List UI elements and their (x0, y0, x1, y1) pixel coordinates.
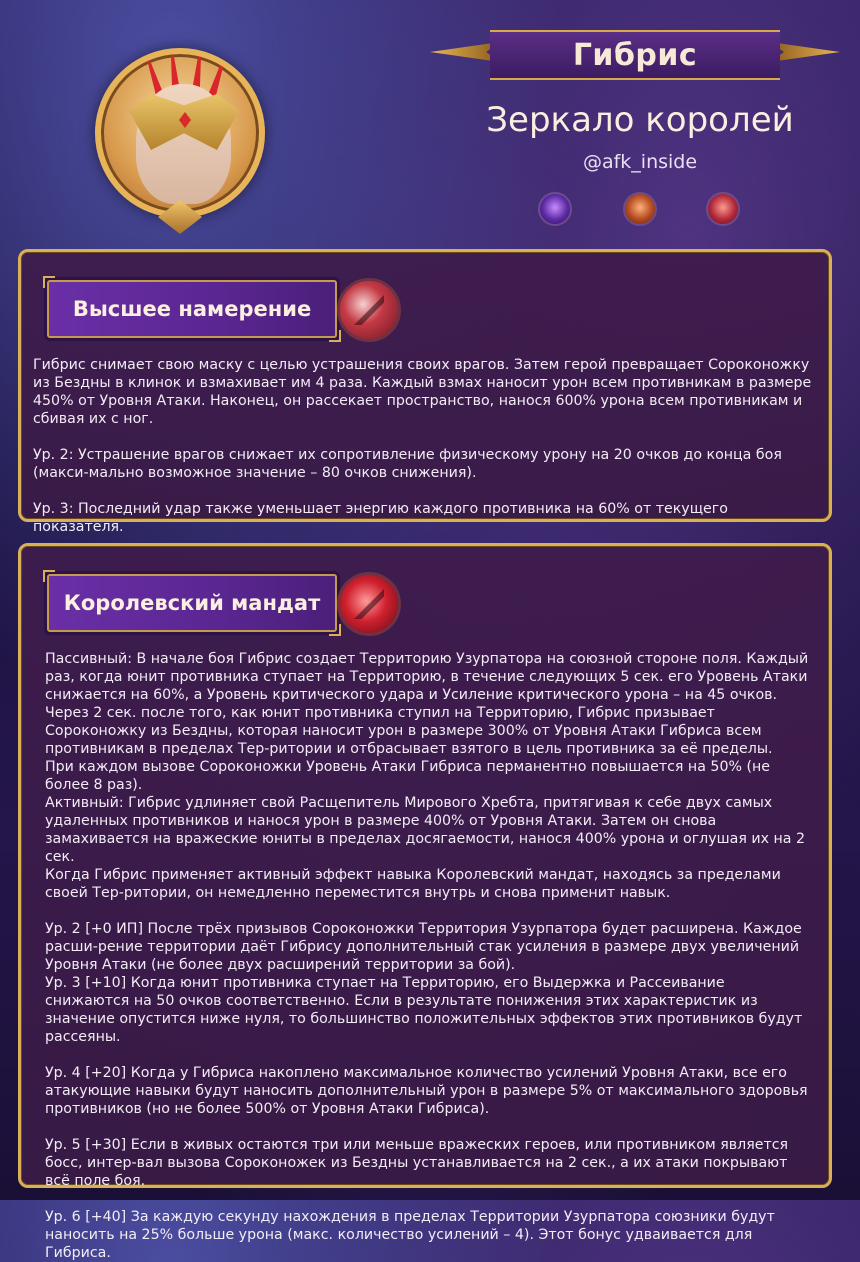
skill-paragraph: Ур. 3: Последний удар также уменьшает энергию каждого противника на 60% от текущего показателя. (33, 501, 728, 535)
class-icon (623, 192, 657, 226)
skill-paragraph: Через 2 сек. после того, как юнит противника ступил на Территорию, Гибрис призывает Сороконожку из Бездны, которая наносит урон в размере 300% от Уровня Атаки Гибриса всем противникам в пределах Тер-ритории и отбрасывает взятого в цель противника за её пределы. (45, 705, 773, 757)
hero-tags (538, 192, 738, 228)
skill-paragraph: Ур. 2 [+0 ИП] После трёх призывов Сороконожки Территория Узурпатора будет расширена. Каждое расши-рение территории даёт Гибрису дополнительный стак усиления в размере двух увеличений Уровня Атаки (не более двух расширений территории за бой). (45, 921, 802, 973)
skill-paragraph: Пассивный: В начале боя Гибрис создает Территорию Узурпатора на союзной стороне поля. Каждый раз, когда юнит противника ступает на Территорию, в течение следующих 5 сек. его Уровень Атаки снижается на 60%, а Уровень критического удара и Усиление критического урона – на 45 очков. (45, 651, 809, 703)
author-handle: @afk_inside (582, 151, 698, 173)
skill-panel-2 (18, 543, 832, 1261)
hero-name: Гибрис (572, 37, 698, 73)
role-icon (706, 192, 740, 226)
blade-icon (337, 278, 401, 342)
skill-paragraph: Когда Гибрис применяет активный эффект навыка Королевский мандат, находясь за пределами своей Тер-ритории, он немедленно переместится внутрь и снова применит навык. (45, 867, 781, 901)
centipede-icon (337, 572, 401, 636)
skill-paragraph: Ур. 3 [+10] Когда юнит противника ступает на Территорию, его Выдержка и Рассеивание снижаются на 50 очков соответственно. Если в результате понижения этих характеристик из значение опустится ниже нуля, то большинство положительных эффектов этих противников будут рассеяны. (45, 975, 803, 1045)
hero-portrait (95, 48, 265, 218)
skill-paragraph: Ур. 4 [+20] Когда у Гибриса накоплено максимальное количество усилений Уровня Атаки, все его атакующие навыки будут наносить дополнительный урон в размере 5% от максимального здоровья противников (но не более 500% от Уровня Атаки Гибриса). (45, 1065, 808, 1117)
skill-paragraph: Ур. 6 [+40] За каждую секунду нахождения в пределах Территории Узурпатора союзники будут наносить на 25% больше урона (макс. количество усилений – 4). Этот бонус удваивается для Гибриса. (45, 1209, 775, 1261)
faction-icon (538, 192, 572, 226)
skill-paragraph: Активный: Гибрис удлиняет свой Расщепитель Мирового Хребта, притягивая к себе двух самых удаленных противников и нанося урон в размере 400% от Уровня Атаки. Затем он снова замахивается на вражеские юниты в пределах досягаемости, нанося 400% урона и оглушая их на 2 сек. (45, 795, 806, 865)
banner-wing-right-icon (770, 42, 840, 62)
skill-description (45, 650, 811, 1262)
skill-name: Высшее намерение (72, 297, 312, 321)
skill-name-badge (47, 574, 337, 632)
skill-paragraph: Гибрис снимает свою маску с целью устрашения своих врагов. Затем герой превращает Сороконожку из Бездны в клинок и взмахивает им 4 раза. Каждый взмах наносит урон всем противникам в размере 450% от Уровня Атаки. Наконец, он рассекает пространство, нанося 600% урона всем противникам и сбивая их с ног. (33, 357, 812, 427)
skill-description (33, 356, 817, 536)
skill-paragraph: При каждом вызове Сороконожки Уровень Атаки Гибриса перманентно повышается на 50% (не более 8 раз). (45, 759, 770, 793)
skill-paragraph: Ур. 2: Устрашение врагов снижает их сопротивление физическому урону на 20 очков до конца боя (макси-мально возможное значение – 80 очков снижения). (33, 447, 782, 481)
skill-paragraph: Ур. 5 [+30] Если в живых остаются три или меньше вражеских героев, или противником является босс, интер-вал вызова Сороконожек из Бездны устанавливается на 2 сек., а их атаки покрывают всё поле боя. (45, 1137, 789, 1189)
hero-subtitle: Зеркало королей (486, 100, 794, 140)
skill-name-badge (47, 280, 337, 338)
skill-panel-1 (18, 249, 832, 535)
skill-name: Королевский мандат (63, 591, 321, 615)
title-banner (430, 20, 840, 86)
